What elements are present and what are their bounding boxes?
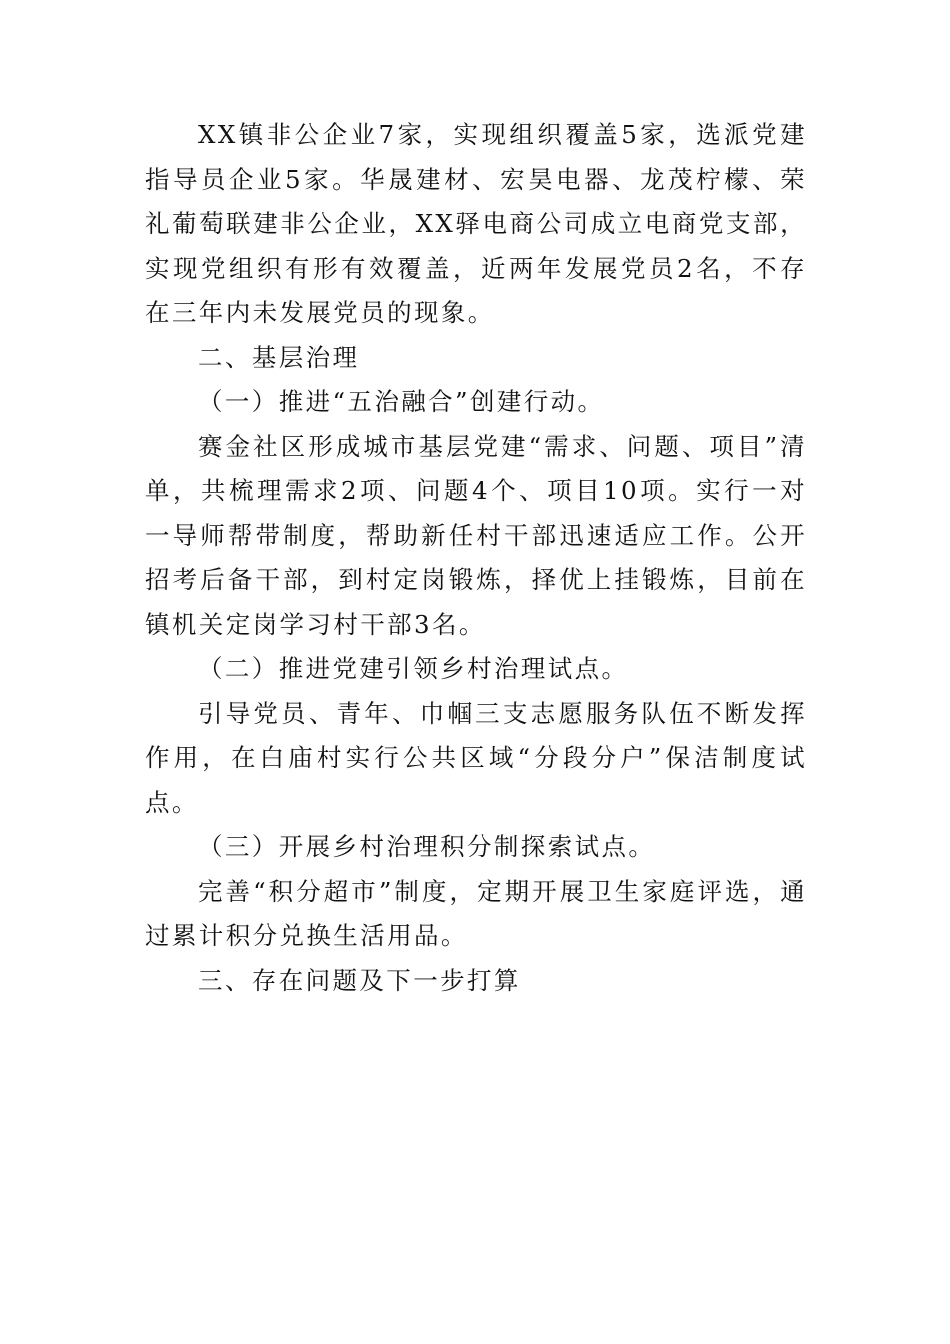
subheading-five-governance: （一）推进“五治融合”创建行动。 <box>198 387 605 416</box>
paragraph-points-supermarket: 完善“积分超市”制度，定期开展卫生家庭评选，通过累计积分兑换生活用品。 <box>145 876 807 950</box>
document-body <box>145 113 807 1003</box>
paragraph-volunteer-teams: 引导党员、青年、巾帼三支志愿服务队伍不断发挥作用，在白庙村实行公共区域“分段分户”保洁制度试点。 <box>145 698 807 817</box>
subheading-points-system-pilot: （三）开展乡村治理积分制探索试点。 <box>198 832 656 861</box>
section-heading-problems-next-steps: 三、存在问题及下一步打算 <box>198 965 521 995</box>
paragraph-saijin-community: 赛金社区形成城市基层党建“需求、问题、项目”清单，共梳理需求2项、问题4个、项目10项。实行一对一导师帮带制度，帮助新任村干部迅速适应工作。公开招考后备干部，到村定岗锻炼，择优上挂锻炼，目前在镇机关定岗学习村干部3名。 <box>145 431 807 639</box>
section-heading-grassroots-governance: 二、基层治理 <box>198 342 360 372</box>
subheading-rural-governance-pilot: （二）推进党建引领乡村治理试点。 <box>198 654 629 683</box>
paragraph-party-coverage: XX镇非公企业7家，实现组织覆盖5家，选派党建指导员企业5家。华晟建材、宏昊电器、龙茂柠檬、荣礼葡萄联建非公企业，XX驿电商公司成立电商党支部，实现党组织有形有效覆盖，近两年发展党员2名，不存在三年内未发展党员的现象。 <box>145 120 807 327</box>
